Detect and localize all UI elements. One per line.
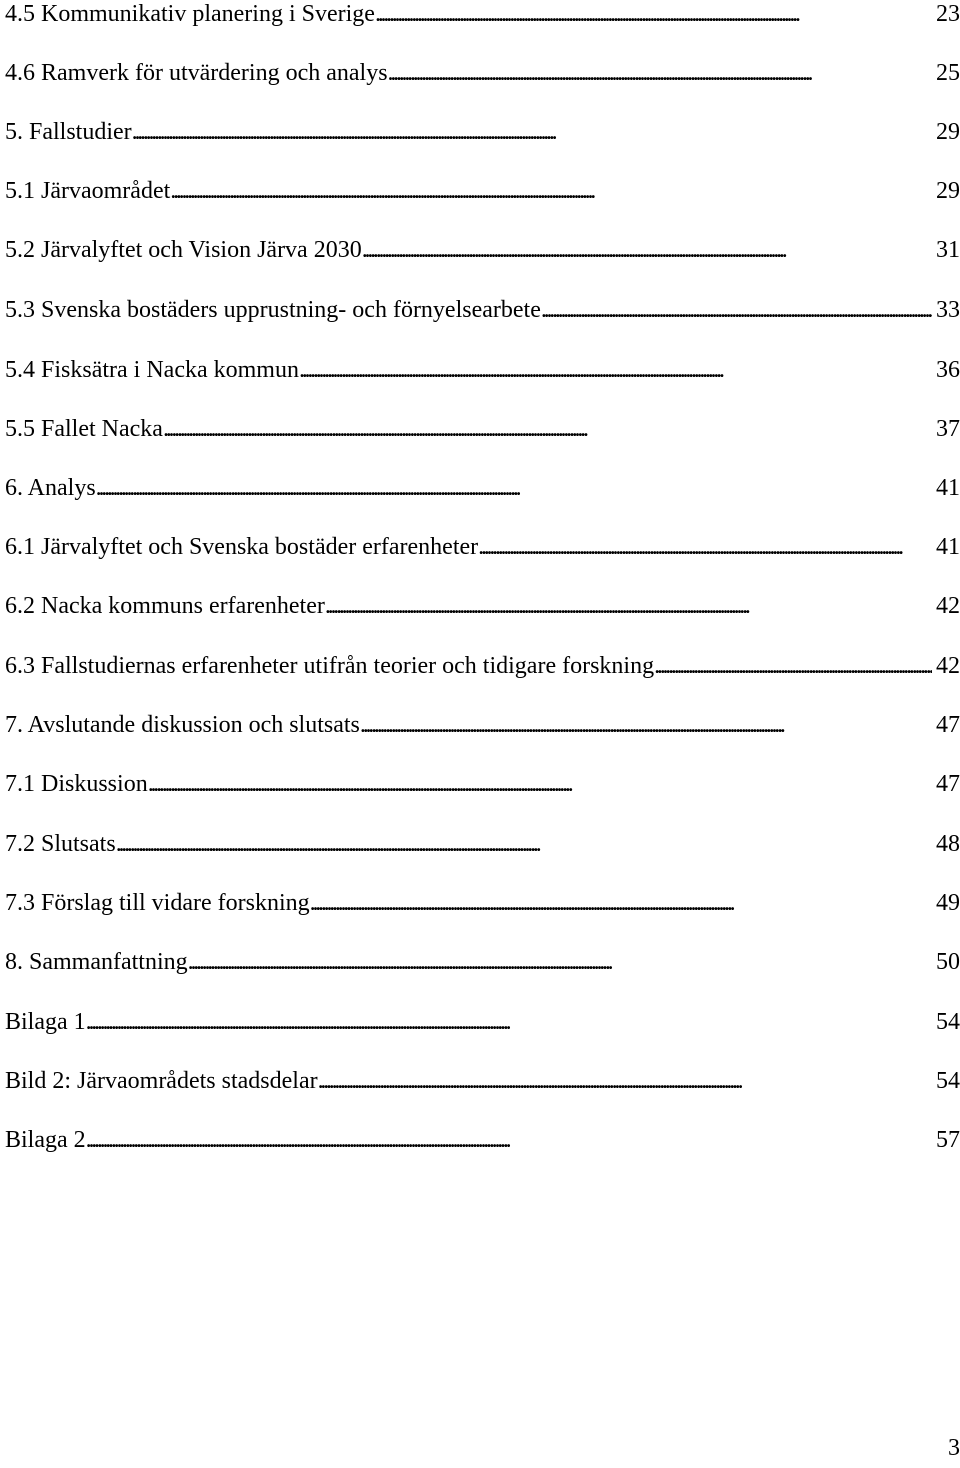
toc-entry-title: Bilaga 1 (5, 1009, 86, 1035)
toc-entry-page: 33 (936, 297, 960, 323)
toc-entry[interactable] (0, 764, 960, 804)
toc-entry-page: 57 (936, 1127, 960, 1153)
toc-entry-title: 7.2 Slutsats (5, 831, 116, 857)
toc-entry[interactable] (0, 409, 960, 449)
toc-entry[interactable] (0, 290, 960, 330)
dot-leader (86, 1002, 932, 1042)
toc-entry[interactable] (0, 646, 960, 686)
dot-leader (478, 527, 932, 567)
dot-leader (318, 1061, 932, 1101)
toc-entry-page: 42 (936, 653, 960, 679)
toc-entry-page: 47 (936, 771, 960, 797)
dot-leader (310, 883, 932, 923)
toc-entry[interactable] (0, 53, 960, 93)
toc-entry-title: 6.2 Nacka kommuns erfarenheter (5, 593, 325, 619)
dot-leader (86, 1120, 932, 1160)
toc-entry-page: 25 (936, 60, 960, 86)
toc-entry-page: 49 (936, 890, 960, 916)
toc-entry[interactable] (0, 824, 960, 864)
dot-leader (388, 53, 932, 93)
toc-entry-title: 8. Sammanfattning (5, 949, 188, 975)
dot-leader (163, 409, 932, 449)
toc-entry-title: 7.1 Diskussion (5, 771, 148, 797)
toc-entry-page: 31 (936, 237, 960, 263)
toc-entry-title: 5.1 Järvaområdet (5, 178, 171, 204)
dot-leader (96, 468, 932, 508)
toc-entry[interactable] (0, 1120, 960, 1160)
toc-entry[interactable] (0, 468, 960, 508)
toc-entry-title: Bilaga 2 (5, 1127, 86, 1153)
toc-entry-page: 54 (936, 1068, 960, 1094)
toc-entry[interactable] (0, 1061, 960, 1101)
toc-entry-title: 7. Avslutande diskussion och slutsats (5, 712, 360, 738)
toc-entry[interactable] (0, 586, 960, 626)
dot-leader (116, 824, 932, 864)
dot-leader (325, 586, 932, 626)
toc-entry-page: 37 (936, 416, 960, 442)
toc-entry-title: 5.4 Fisksätra i Nacka kommun (5, 357, 299, 383)
dot-leader (299, 350, 932, 390)
dot-leader (362, 230, 932, 270)
toc-entry-page: 50 (936, 949, 960, 975)
dot-leader (375, 0, 932, 34)
dot-leader (170, 171, 932, 211)
toc-entry-page: 41 (936, 534, 960, 560)
toc-entry-page: 47 (936, 712, 960, 738)
toc-entry-page: 48 (936, 831, 960, 857)
toc-entry-page: 42 (936, 593, 960, 619)
dot-leader (132, 112, 932, 152)
toc-entry[interactable] (0, 112, 960, 152)
toc-entry[interactable] (0, 527, 960, 567)
toc-entry[interactable] (0, 883, 960, 923)
toc-entry-page: 29 (936, 178, 960, 204)
toc-entry[interactable] (0, 230, 960, 270)
toc-entry[interactable] (0, 0, 960, 34)
dot-leader (360, 705, 932, 745)
dot-leader (541, 290, 932, 330)
toc-entry-title: 5. Fallstudier (5, 119, 132, 145)
toc-entry-page: 41 (936, 475, 960, 501)
toc-entry-title: 7.3 Förslag till vidare forskning (5, 890, 310, 916)
toc-entry-title: 4.6 Ramverk för utvärdering och analys (5, 60, 388, 86)
toc-entry-page: 23 (936, 1, 960, 27)
toc-entry-title: 5.5 Fallet Nacka (5, 416, 163, 442)
toc-entry-title: 6. Analys (5, 475, 96, 501)
dot-leader (148, 764, 932, 804)
dot-leader (654, 646, 932, 686)
toc-entry[interactable] (0, 350, 960, 390)
toc-entry-page: 36 (936, 357, 960, 383)
dot-leader (188, 942, 932, 982)
toc-entry-title: 5.2 Järvalyftet och Vision Järva 2030 (5, 237, 362, 263)
page-number: 3 (948, 1435, 960, 1461)
toc-entry[interactable] (0, 705, 960, 745)
toc-entry-title: 6.1 Järvalyftet och Svenska bostäder erfarenheter (5, 534, 479, 560)
toc-entry-page: 29 (936, 119, 960, 145)
toc-entry-title: 6.3 Fallstudiernas erfarenheter utifrån teorier och tidigare forskning (5, 653, 655, 679)
toc-entry-title: 4.5 Kommunikativ planering i Sverige (5, 1, 375, 27)
toc-entry-page: 54 (936, 1009, 960, 1035)
toc-entry-title: Bild 2: Järvaområdets stadsdelar (5, 1068, 318, 1094)
toc-entry[interactable] (0, 942, 960, 982)
toc-entry-title: 5.3 Svenska bostäders upprustning- och förnyelsearbete (5, 297, 541, 323)
toc-entry[interactable] (0, 1002, 960, 1042)
toc-entry[interactable] (0, 171, 960, 211)
